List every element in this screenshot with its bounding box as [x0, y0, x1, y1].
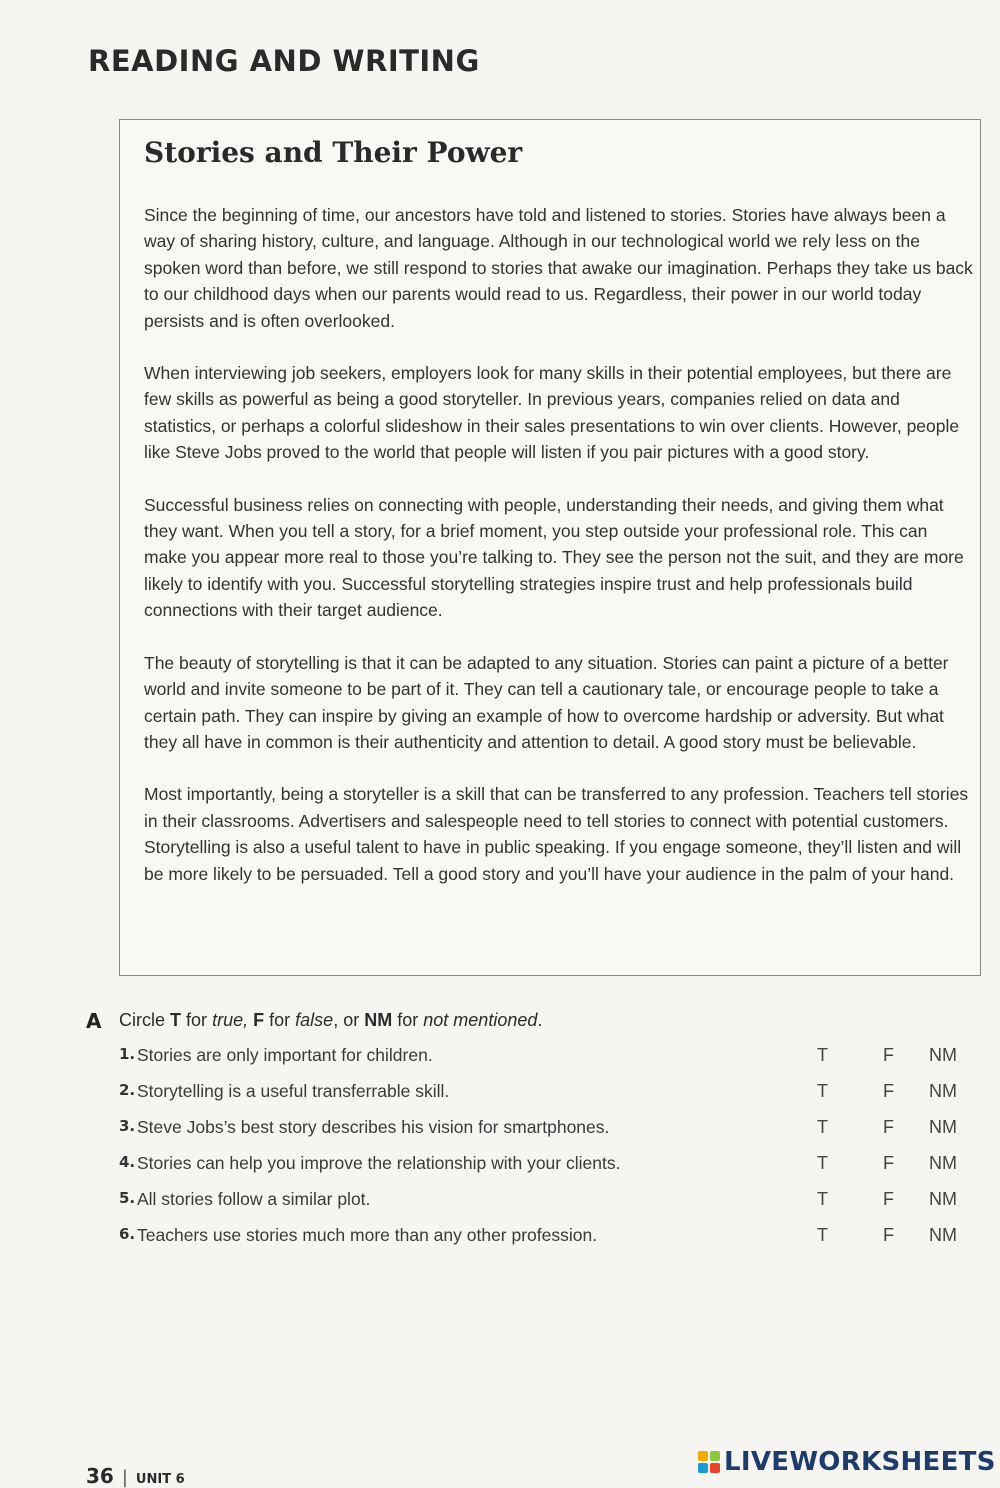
logo-square-3	[698, 1463, 708, 1473]
article-paragraph-5: Most importantly, being a storyteller is a skill that can be transferred to any profession. Teachers tell stories in their classrooms. Advertisers and salespeople need to tell stories to connect with potential customers. Storytelling is also a useful talent to have in public speaking. If you engage someone, they’ll listen and will be more likely to be persuaded. Tell a good story and you’ll have your audience in the palm of your hand.	[144, 784, 969, 884]
option-true[interactable]: T	[817, 1225, 828, 1245]
logo-square-2	[710, 1451, 720, 1461]
option-true[interactable]: T	[817, 1045, 828, 1065]
option-not-mentioned[interactable]: NM	[929, 1153, 957, 1173]
footer-separator: |	[121, 1467, 128, 1488]
question-number: 6.	[119, 1225, 136, 1243]
option-not-mentioned[interactable]: NM	[929, 1225, 957, 1245]
question-number: 4.	[119, 1153, 136, 1171]
question-row	[119, 1042, 964, 1078]
article-box	[119, 119, 981, 976]
question-text: Teachers use stories much more than any other profession.	[137, 1225, 598, 1245]
watermark-text: LIVEWORKSHEETS	[724, 1447, 996, 1477]
article-title: Stories and Their Power	[144, 136, 523, 169]
question-row	[119, 1222, 964, 1258]
question-number: 1.	[119, 1045, 136, 1063]
option-false[interactable]: F	[883, 1117, 894, 1137]
article-paragraph-2: When interviewing job seekers, employers look for many skills in their potential employees, but there are few skills as powerful as being a good storyteller. In previous years, companies relied on data and statistics, or perhaps a colorful slideshow in their sales presentations to win over clients. However, people like Steve Jobs proved to the world that people will listen if you pair pictures with a good story.	[144, 363, 960, 463]
article-paragraph-1: Since the beginning of time, our ancestors have told and listened to stories. Stories have always been a way of sharing history, culture, and language. Although in our technological world we rely less on the spoken word than before, we still respond to stories that awake our imagination. Perhaps they take us back to our childhood days when our parents would read to us. Regardless, their power in our world today persists and is often overlooked.	[144, 205, 973, 331]
question-row	[119, 1150, 964, 1186]
liveworksheets-logo-icon	[698, 1451, 720, 1473]
question-text: All stories follow a similar plot.	[137, 1189, 371, 1209]
article-paragraph-3: Successful business relies on connecting with people, understanding their needs, and giving them what they want. When you tell a story, for a brief moment, you step outside your professional role. This can make you appear more real to those you’re talking to. They see the person not the suit, and they are more likely to identify with you. Successful storytelling strategies inspire trust and help professionals build connections with their target audience.	[144, 494, 964, 621]
option-false[interactable]: F	[883, 1081, 894, 1101]
question-list	[119, 1042, 964, 1258]
question-number: 2.	[119, 1081, 136, 1099]
option-false[interactable]: F	[883, 1225, 894, 1245]
option-false[interactable]: F	[883, 1153, 894, 1173]
question-number: 3.	[119, 1117, 136, 1135]
question-row	[119, 1114, 964, 1150]
section-title: READING AND WRITING	[88, 44, 480, 78]
question-text: Steve Jobs’s best story describes his vision for smartphones.	[137, 1117, 610, 1137]
article-body	[144, 202, 974, 913]
page-number: 36	[86, 1464, 114, 1488]
question-number: 5.	[119, 1189, 136, 1207]
exercise-letter: A	[86, 1009, 102, 1033]
question-text: Stories can help you improve the relationship with your clients.	[137, 1153, 621, 1173]
option-not-mentioned[interactable]: NM	[929, 1117, 957, 1137]
question-row	[119, 1078, 964, 1114]
option-true[interactable]: T	[817, 1081, 828, 1101]
logo-square-4	[710, 1463, 720, 1473]
question-text: Stories are only important for children.	[137, 1045, 433, 1065]
exercise-instruction: Circle T for true, F for false, or NM for not mentioned.	[119, 1010, 543, 1030]
option-true[interactable]: T	[817, 1153, 828, 1173]
liveworksheets-watermark	[698, 1447, 996, 1477]
option-false[interactable]: F	[883, 1189, 894, 1209]
question-text: Storytelling is a useful transferrable skill.	[137, 1081, 450, 1101]
article-paragraph-4: The beauty of storytelling is that it can be adapted to any situation. Stories can paint a picture of a better world and invite someone to be part of it. They can tell a cautionary tale, or encourage people to take a certain path. They can inspire by giving an example of how to overcome hardship or adversity. But what they all have in common is their authenticity and attention to detail. A good story must be believable.	[144, 652, 949, 752]
logo-square-1	[698, 1451, 708, 1461]
option-not-mentioned[interactable]: NM	[929, 1189, 957, 1209]
option-true[interactable]: T	[817, 1189, 828, 1209]
question-row	[119, 1186, 964, 1222]
option-false[interactable]: F	[883, 1045, 894, 1065]
page-footer	[86, 1464, 185, 1488]
option-true[interactable]: T	[817, 1117, 828, 1137]
unit-label: UNIT 6	[135, 1472, 185, 1487]
option-not-mentioned[interactable]: NM	[929, 1081, 957, 1101]
option-not-mentioned[interactable]: NM	[929, 1045, 957, 1065]
